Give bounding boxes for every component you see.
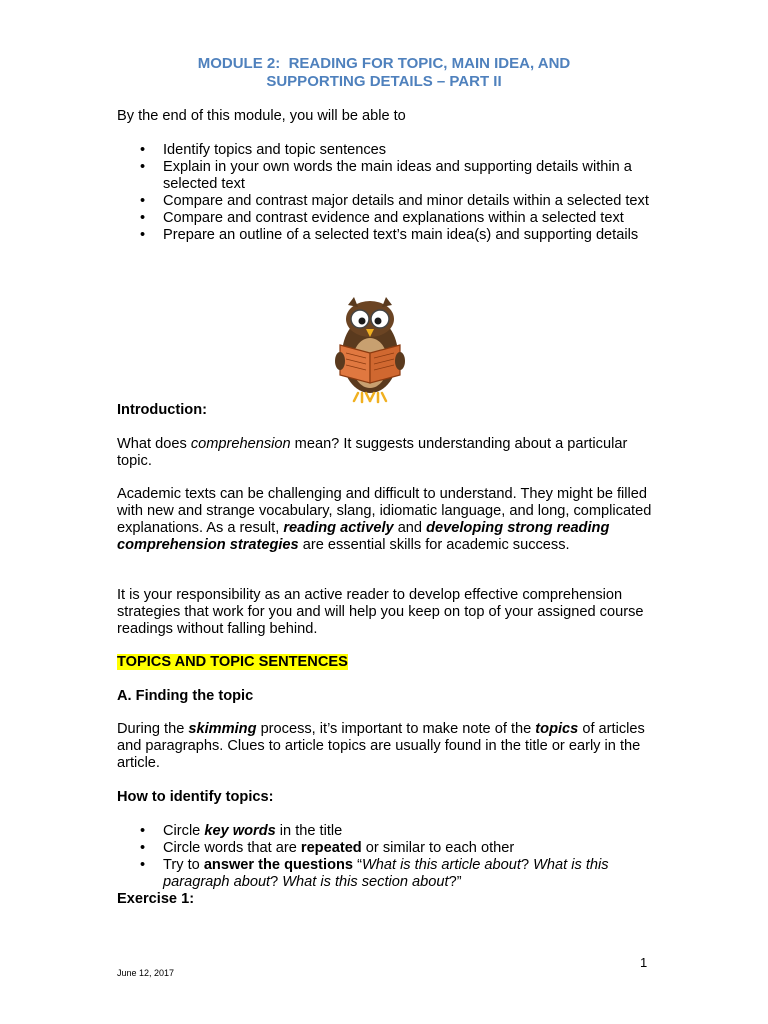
how-to-identify-heading: How to identify topics:	[117, 789, 274, 805]
introduction-heading: Introduction:	[117, 402, 207, 418]
emphasis-repeated: repeated	[300, 840, 362, 856]
module-title	[0, 55, 768, 91]
section-heading	[117, 654, 657, 671]
text-run: Circle	[163, 823, 205, 839]
text-run: are essential skills for academic success.	[298, 537, 570, 553]
list-item	[117, 840, 657, 857]
list-item	[117, 823, 657, 840]
emphasis-answer-questions: answer the questions	[203, 857, 354, 873]
objectives-list	[117, 142, 657, 244]
title-line-1: MODULE 2: READING FOR TOPIC, MAIN IDEA, AND	[197, 55, 571, 72]
text-run: ?	[520, 857, 534, 873]
emphasis-reading-actively: reading actively	[283, 520, 394, 536]
text-run: Academic texts can be challenging and difficult to understand. They might be filled with new and strange vocabulary, slang, idiomatic language, and long, complicated explanations. As a result,	[117, 486, 652, 536]
text-run: ?	[270, 874, 283, 890]
text-run: ?”	[448, 874, 462, 890]
objective-item: • Identify topics and topic sentences	[117, 142, 657, 159]
text-run: or similar to each other	[361, 840, 515, 856]
question-1: What is this article about	[361, 857, 521, 873]
introduction-paragraph-3: It is your responsibility as an active reader to develop effective comprehension strategies that work for you and will help you keep on top of your assigned course readings without falling behind.	[117, 587, 644, 637]
text-run: During the	[117, 721, 189, 737]
objective-item: • Compare and contrast major details and minor details within a selected text	[117, 193, 657, 210]
introduction-paragraph-2	[117, 486, 657, 554]
introduction-paragraph-1	[117, 436, 657, 470]
exercise-heading: Exercise 1:	[117, 891, 195, 907]
emphasis-key-words: key words	[204, 823, 276, 839]
intro-line: By the end of this module, you will be able to	[117, 108, 406, 124]
text-run: Try to	[163, 857, 204, 873]
emphasis-strategies: developing strong reading comprehension strategies	[117, 520, 610, 553]
title-line-2: SUPPORTING DETAILS – PART II	[266, 73, 502, 90]
objective-item: • Compare and contrast evidence and explanations within a selected text	[117, 210, 657, 227]
highlighted-heading: TOPICS AND TOPIC SENTENCES	[117, 654, 348, 670]
objective-item: • Explain in your own words the main ideas and supporting details within a selected text	[117, 159, 657, 193]
skimming-paragraph	[117, 721, 657, 772]
text-run: and	[393, 520, 427, 536]
list-item	[117, 857, 657, 891]
objective-item: • Prepare an outline of a selected text’s main idea(s) and supporting details	[117, 227, 657, 244]
owl-reading-book-illustration	[330, 295, 410, 405]
subheading-finding-topic: A. Finding the topic	[117, 688, 254, 704]
question-3: What is this section about	[282, 874, 449, 890]
emphasis-comprehension: comprehension	[190, 436, 291, 452]
emphasis-topics: topics	[535, 721, 579, 737]
text-run: in the title	[275, 823, 343, 839]
question-2: What is this paragraph about	[163, 857, 609, 890]
emphasis-skimming: skimming	[188, 721, 257, 737]
text-run: What does	[117, 436, 191, 452]
footer-date: June 12, 2017	[117, 968, 175, 978]
identify-topics-list	[117, 823, 657, 891]
page-number: 1	[640, 955, 648, 970]
text-run: “	[353, 857, 362, 873]
text-run: of articles and paragraphs. Clues to article topics are usually found in the title or early in the article.	[117, 721, 645, 771]
text-run: mean? It suggests understanding about a particular topic.	[117, 436, 628, 469]
text-run: process, it’s important to make note of the	[256, 721, 536, 737]
text-run: Circle words that are	[163, 840, 301, 856]
